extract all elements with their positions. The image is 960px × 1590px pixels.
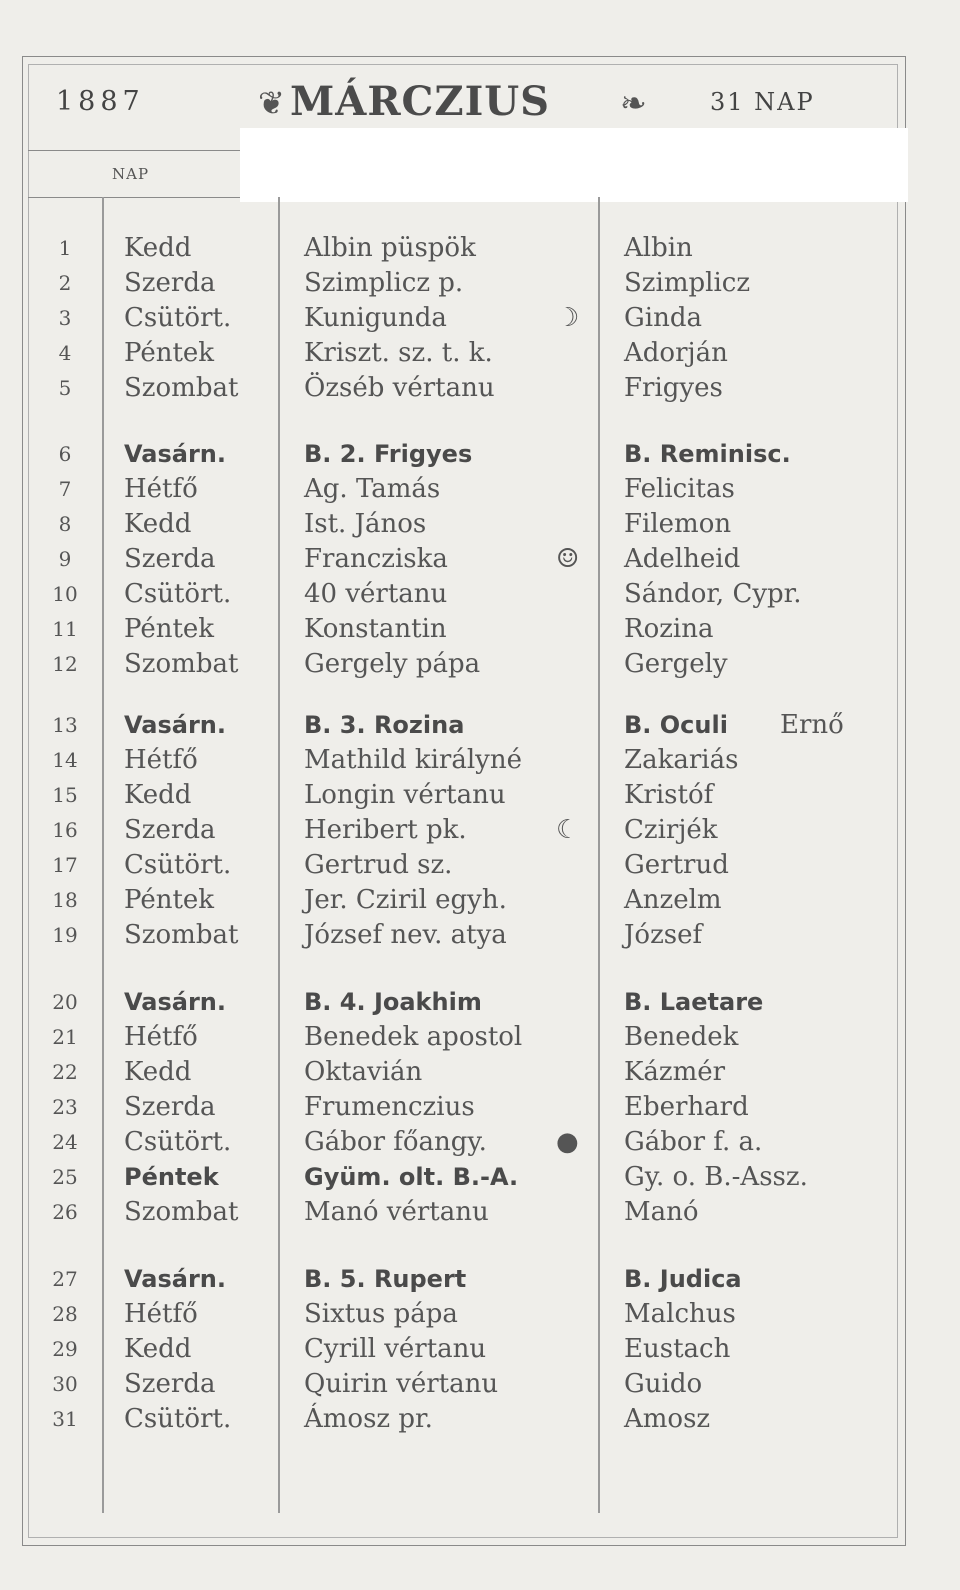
day-number: 2 [58,271,72,295]
calendar-row [0,1262,960,1297]
calendar-row [0,985,960,1020]
calendar-row [0,507,960,542]
day-number: 9 [58,547,72,571]
catholic-saint: B. 2. Frigyes [304,440,473,468]
calendar-row [0,1090,960,1125]
day-number: 18 [52,888,78,912]
catholic-saint: 40 vértanu [304,579,448,609]
calendar-row [0,813,960,848]
protestant-name: Kázmér [624,1057,726,1087]
calendar-row [0,1332,960,1367]
catholic-saint: Heribert pk. [304,815,467,845]
weekday-name: Szombat [124,920,239,950]
calendar-row [0,231,960,266]
protestant-name: Albin [624,233,693,263]
day-number: 19 [52,923,78,947]
weekday-name: Vasárn. [124,1265,226,1293]
weekday-name: Hétfő [124,1022,198,1052]
day-number: 29 [52,1337,78,1361]
weekday-name: Szombat [124,373,239,403]
weekday-name: Péntek [124,338,215,368]
protestant-name: B. Reminisc. [624,440,791,468]
weekday-name: Csütört. [124,1127,232,1157]
catholic-saint: Ist. János [304,509,427,539]
catholic-saint: B. 5. Rupert [304,1265,467,1293]
ornament-right-icon: ❧ [620,84,647,122]
calendar-row [0,472,960,507]
calendar-row [0,612,960,647]
calendar-row [0,1402,960,1437]
day-number: 4 [58,341,72,365]
calendar-row [0,918,960,953]
weekday-name: Kedd [124,780,192,810]
protestant-name: Szimplicz [624,268,751,298]
day-number: 17 [52,853,78,877]
weekday-name: Hétfő [124,745,198,775]
weekday-name: Szerda [124,1092,216,1122]
protestant-name: Eberhard [624,1092,749,1122]
weekday-name: Csütört. [124,850,232,880]
calendar-row [0,371,960,406]
day-number: 16 [52,818,78,842]
calendar-row [0,1055,960,1090]
redaction-block [240,128,908,202]
protestant-name: Rozina [624,614,714,644]
day-number: 23 [52,1095,78,1119]
calendar-row [0,542,960,577]
protestant-name: Anzelm [624,885,722,915]
protestant-name: Zakariás [624,745,739,775]
protestant-name: Sándor, Cypr. [624,579,802,609]
protestant-name: Adorján [624,338,728,368]
weekday-name: Kedd [124,233,192,263]
protestant-name: Benedek [624,1022,739,1052]
protestant-name: Manó [624,1197,699,1227]
weekday-name: Péntek [124,1163,219,1191]
moon-phase-icon: ☽ [556,303,580,333]
protestant-name: Ginda [624,303,702,333]
day-number: 28 [52,1302,78,1326]
catholic-saint: Kriszt. sz. t. k. [304,338,493,368]
catholic-saint: Quirin vértanu [304,1369,499,1399]
catholic-saint: Oktavián [304,1057,423,1087]
catholic-saint: Frumenczius [304,1092,475,1122]
month-title: MÁRCZIUS [290,78,551,125]
day-number: 7 [58,477,72,501]
ornament-left-icon: ❦ [258,84,285,122]
calendar-row [0,301,960,336]
day-number: 13 [52,713,78,737]
day-number: 26 [52,1200,78,1224]
catholic-saint: Cyrill vértanu [304,1334,487,1364]
weekday-name: Péntek [124,614,215,644]
catholic-saint: József nev. atya [304,920,507,950]
protestant-name: Gy. o. B.-Assz. [624,1162,808,1192]
catholic-saint: Ag. Tamás [304,474,441,504]
weekday-name: Csütört. [124,303,232,333]
weekday-name: Kedd [124,509,192,539]
protestant-name: Guido [624,1369,703,1399]
calendar-row [0,266,960,301]
calendar-row [0,577,960,612]
weekday-name: Csütört. [124,579,232,609]
protestant-name: Felicitas [624,474,735,504]
protestant-name: Frigyes [624,373,723,403]
day-number: 25 [52,1165,78,1189]
protestant-name: Adelheid [624,544,741,574]
catholic-saint: B. 3. Rozina [304,711,465,739]
calendar-row [0,437,960,472]
calendar-row [0,647,960,682]
weekday-name: Vasárn. [124,711,226,739]
weekday-name: Péntek [124,885,215,915]
moon-phase-icon: ☾ [556,815,580,845]
catholic-saint: Ámosz pr. [304,1404,433,1434]
weekday-name: Szerda [124,815,216,845]
day-number: 10 [52,582,78,606]
protestant-name-extra: Ernő [780,710,844,740]
day-number: 24 [52,1130,78,1154]
column-header-nap: NAP [112,165,150,183]
weekday-name: Hétfő [124,1299,198,1329]
protestant-name: Czirjék [624,815,718,845]
protestant-name: B. Judica [624,1265,742,1293]
day-number: 1 [58,236,72,260]
day-number: 3 [58,306,72,330]
weekday-name: Szerda [124,544,216,574]
day-number: 6 [58,442,72,466]
day-number: 12 [52,652,78,676]
weekday-name: Kedd [124,1057,192,1087]
protestant-name: Kristóf [624,780,714,810]
protestant-name: Filemon [624,509,732,539]
protestant-name: Eustach [624,1334,731,1364]
day-number: 27 [52,1267,78,1291]
protestant-name: Amosz [624,1404,711,1434]
catholic-saint: Özséb vértanu [304,373,495,403]
calendar-row [0,1125,960,1160]
day-number: 31 [52,1407,78,1431]
protestant-name: Gertrud [624,850,729,880]
weekday-name: Vasárn. [124,988,226,1016]
protestant-name: Gábor f. a. [624,1127,763,1157]
catholic-saint: Jer. Cziril egyh. [304,885,507,915]
calendar-row [0,336,960,371]
day-number: 30 [52,1372,78,1396]
catholic-saint: Gábor főangy. [304,1127,487,1157]
catholic-saint: B. 4. Joakhim [304,988,482,1016]
day-number: 22 [52,1060,78,1084]
catholic-saint: Benedek apostol [304,1022,523,1052]
protestant-name: B. Laetare [624,988,764,1016]
weekday-name: Szerda [124,1369,216,1399]
catholic-saint: Szimplicz p. [304,268,464,298]
weekday-name: Hétfő [124,474,198,504]
days-count-label: 31 NAP [710,88,815,116]
calendar-row [0,1195,960,1230]
year-label: 1887 [56,86,145,117]
protestant-name: Malchus [624,1299,736,1329]
protestant-name: Gergely [624,649,728,679]
catholic-saint: Gyüm. olt. B.-A. [304,1163,519,1191]
day-number: 5 [58,376,72,400]
day-number: 11 [52,617,78,641]
catholic-saint: Gergely pápa [304,649,481,679]
catholic-saint: Albin püspök [304,233,476,263]
catholic-saint: Sixtus pápa [304,1299,458,1329]
calendar-row [0,883,960,918]
calendar-row [0,1160,960,1195]
calendar-row [0,1020,960,1055]
day-number: 14 [52,748,78,772]
calendar-row [0,1367,960,1402]
calendar-row [0,1297,960,1332]
protestant-name: József [624,920,703,950]
calendar-row [0,708,960,743]
weekday-name: Csütört. [124,1404,232,1434]
moon-phase-icon: ● [556,1127,579,1157]
weekday-name: Szombat [124,649,239,679]
weekday-name: Szombat [124,1197,239,1227]
calendar-row [0,778,960,813]
catholic-saint: Mathild királyné [304,745,522,775]
catholic-saint: Francziska [304,544,448,574]
moon-phase-icon: ☺ [556,544,580,574]
weekday-name: Kedd [124,1334,192,1364]
catholic-saint: Longin vértanu [304,780,506,810]
catholic-saint: Konstantin [304,614,447,644]
catholic-saint: Manó vértanu [304,1197,489,1227]
catholic-saint: Kunigunda [304,303,447,333]
protestant-name: B. Oculi [624,711,728,739]
day-number: 21 [52,1025,78,1049]
day-number: 8 [58,512,72,536]
catholic-saint: Gertrud sz. [304,850,453,880]
weekday-name: Vasárn. [124,440,226,468]
day-number: 20 [52,990,78,1014]
weekday-name: Szerda [124,268,216,298]
calendar-row [0,848,960,883]
day-number: 15 [52,783,78,807]
calendar-row [0,743,960,778]
